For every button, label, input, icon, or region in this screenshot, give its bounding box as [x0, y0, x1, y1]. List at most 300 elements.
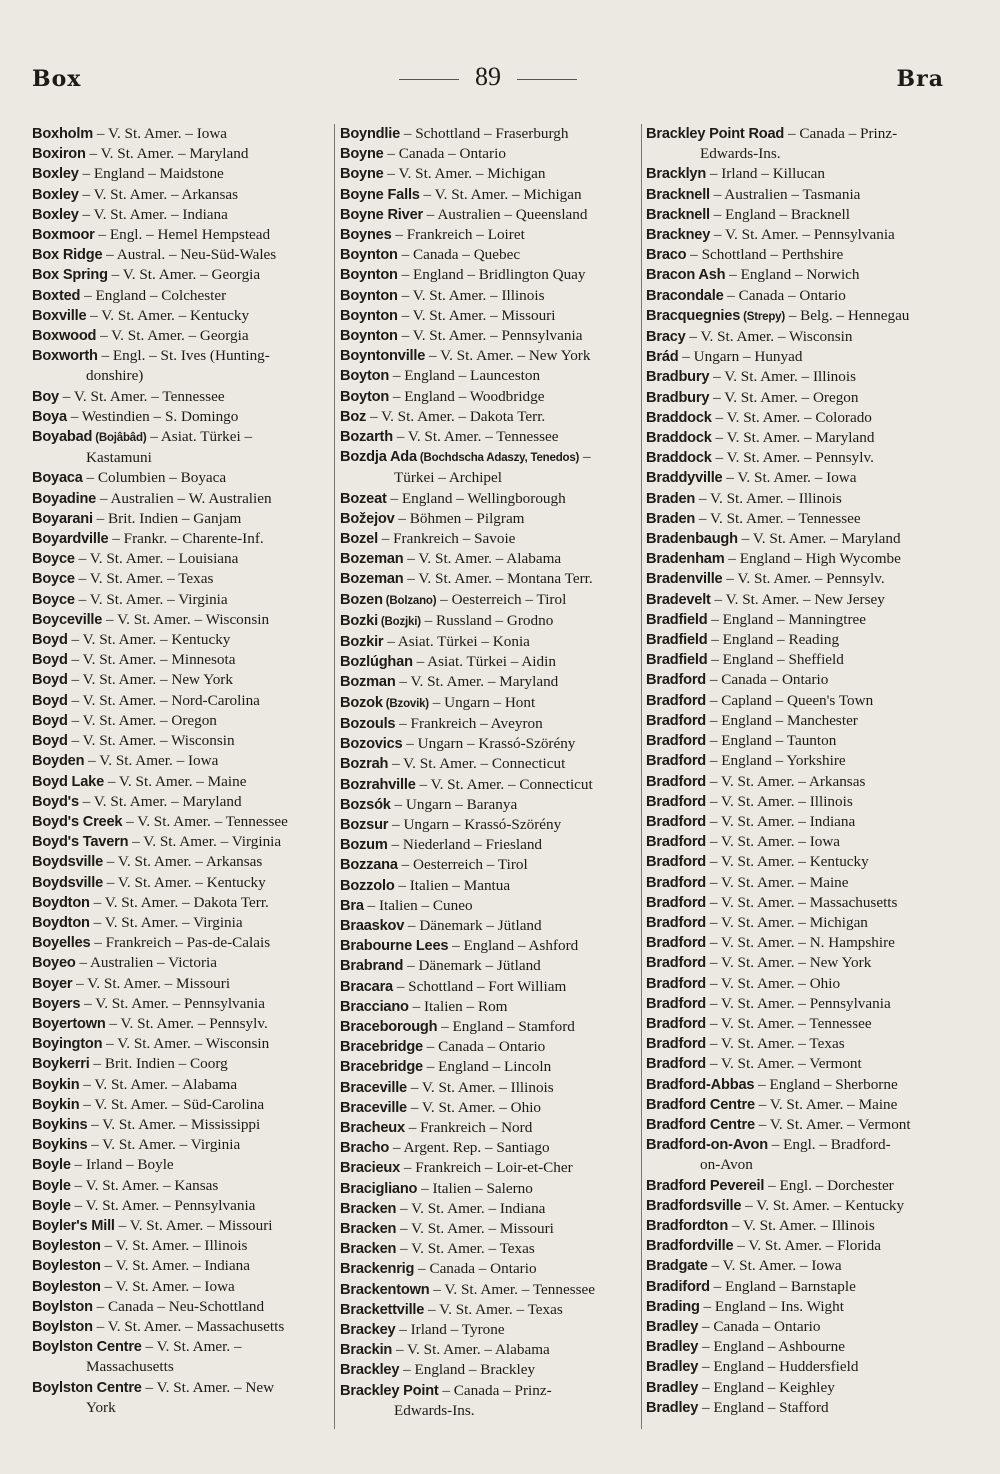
running-header: [32, 62, 944, 102]
entry-location: – Argent. Rep. – Santiago: [389, 1139, 550, 1157]
gazetteer-entry: [646, 1075, 946, 1095]
entry-location: – V. St. Amer. – Alabama: [403, 550, 562, 568]
entry-headword: Bozman: [340, 674, 396, 691]
entry-headword: Boyce: [32, 591, 75, 608]
entry-location: – V. St. Amer. – New York: [706, 954, 872, 972]
gazetteer-entry: [340, 346, 640, 366]
entry-location: – V. St. Amer. – Kentucky: [86, 306, 250, 324]
entry-location: – V. St. Amer. – Illinois: [397, 286, 545, 304]
gazetteer-entry: [340, 1017, 640, 1037]
gazetteer-entry: [32, 933, 332, 953]
entry-headword: Bradford: [646, 834, 707, 851]
entry-location: – Australien – Queensland: [422, 205, 588, 223]
gazetteer-entry: [646, 974, 946, 994]
gazetteer-entry: [32, 873, 332, 893]
entry-headword: Bradford: [646, 793, 707, 810]
entry-headword: Boyd: [32, 733, 68, 750]
entry-headword: Bozdja Ada: [340, 449, 417, 466]
entry-headword: Boyd: [32, 672, 68, 689]
entry-headword: Bracklyn: [646, 166, 707, 183]
entry-headword: Boyers: [32, 995, 81, 1012]
entry-headword: Bradford: [646, 712, 707, 729]
gazetteer-entry: [340, 754, 640, 774]
gazetteer-entry: [32, 427, 332, 468]
entry-location: – V. St. Amer. – Wisconsin: [102, 610, 270, 628]
entry-headword: Bracciano: [340, 998, 409, 1015]
gazetteer-entry: [646, 994, 946, 1014]
entry-location: – Frankreich – Aveyron: [395, 714, 543, 732]
entry-headword: Bradford-Abbas: [646, 1076, 755, 1093]
entry-location: – V. St. Amer. – Louisiana: [74, 550, 239, 568]
gazetteer-entry: [32, 549, 332, 569]
entry-alt-name: (Bolzano): [382, 594, 437, 607]
entry-headword: Bradiford: [646, 1278, 710, 1295]
entry-location: – V. St. Amer. – Arkansas: [78, 185, 239, 203]
gazetteer-entry: [32, 832, 332, 852]
entry-location: – V. St. Amer. – Kansas: [70, 1176, 219, 1194]
entry-location: – Canada – Quebec: [397, 246, 521, 264]
gazetteer-entry: [340, 1057, 640, 1077]
entry-headword: Bracebridge: [340, 1039, 423, 1056]
entry-location: – V. St. Amer. – Iowa: [100, 1277, 235, 1295]
gazetteer-entry: [340, 1219, 640, 1239]
entry-location: – Schottland – Perthshire: [686, 246, 844, 264]
entry-location: – England – Barnstaple: [709, 1277, 856, 1295]
entry-location: – England – Taunton: [706, 732, 837, 750]
entry-headword: Bracknell: [646, 206, 710, 223]
entry-location: – V. St. Amer. – Vermont: [754, 1115, 911, 1133]
entry-location: – Canada – Prinz-: [438, 1381, 552, 1399]
entry-headword: Boynton: [340, 328, 398, 345]
entry-headword: Boxley: [32, 206, 79, 223]
gazetteer-entry: [340, 916, 640, 936]
entry-location: – Frankreich – Pas-de-Calais: [90, 934, 271, 952]
gazetteer-entry: [646, 185, 946, 205]
gazetteer-entry: [32, 711, 332, 731]
gazetteer-entry: [340, 977, 640, 997]
gazetteer-entry: [32, 953, 332, 973]
gazetteer-entry: [646, 852, 946, 872]
entry-location: – Niederland – Friesland: [387, 836, 543, 854]
entry-location: – V. St. Amer. – Indiana: [78, 205, 228, 223]
gazetteer-entry: [646, 873, 946, 893]
entry-headword: Boyd Lake: [32, 773, 105, 790]
entry-headword: Bozki: [340, 612, 378, 629]
entry-location: – V. St. Amer. – Kentucky: [741, 1196, 905, 1214]
entry-location: – England – Lincoln: [422, 1058, 552, 1076]
entry-location: – V. St. Amer. – Maryland: [737, 530, 901, 548]
entry-headword: Bozeman: [340, 571, 404, 588]
entry-headword: Boynton: [340, 307, 398, 324]
entry-location: – V. St. Amer. – Pennsylv.: [105, 1014, 268, 1032]
gazetteer-entry: [340, 1300, 640, 1320]
entry-location: – Schottland – Fort William: [392, 977, 567, 995]
gazetteer-entry: [646, 893, 946, 913]
gazetteer-entry: [340, 1078, 640, 1098]
entry-headword: Brackney: [646, 227, 711, 244]
entry-location: – Italien – Rom: [408, 997, 508, 1015]
entry-headword: Brabourne Lees: [340, 938, 449, 955]
gazetteer-entry: [340, 956, 640, 976]
entry-headword: Boyd: [32, 632, 68, 649]
entry-location: – Brit. Indien – Ganjam: [92, 509, 242, 527]
entry-location: – V. St. Amer. – Mississippi: [87, 1115, 261, 1133]
entry-headword: Boyd's Creek: [32, 813, 123, 830]
entry-location: – V. St. Amer. – Arkansas: [706, 772, 866, 790]
entry-headword: Boyler's Mill: [32, 1217, 115, 1234]
gazetteer-entry: [340, 611, 640, 632]
entry-location-continued: Edwards-Ins.: [394, 1401, 475, 1419]
gazetteer-entry: [340, 1239, 640, 1259]
entry-headword: Bradford: [646, 975, 707, 992]
entry-headword: Boylston Centre: [32, 1379, 142, 1396]
gazetteer-entry: [646, 306, 946, 327]
entry-headword: Brackley Point: [340, 1382, 439, 1399]
entry-location: – V. St. Amer. – Iowa: [706, 833, 841, 851]
entry-location: – England – Brackley: [399, 1361, 536, 1379]
entry-headword: Bra: [340, 897, 364, 914]
entry-alt-name: (Bzovik): [382, 697, 429, 710]
gazetteer-entry: [340, 795, 640, 815]
entry-headword: Bradfield: [646, 611, 708, 628]
entry-location: – V. St. Amer. – Pennsylv.: [722, 570, 885, 588]
entry-headword: Bracon Ash: [646, 267, 726, 284]
entry-headword: Boydsville: [32, 874, 103, 891]
entry-headword: Bradford Centre: [646, 1096, 755, 1113]
entry-headword: Boynton: [340, 267, 398, 284]
entry-headword: Boyd's: [32, 793, 79, 810]
entry-location: – Ungarn – Krassó-Szörény: [402, 735, 576, 753]
entry-location: – England – Manningtree: [707, 610, 867, 628]
entry-headword: Braaskov: [340, 917, 405, 934]
gazetteer-entry: [646, 812, 946, 832]
gazetteer-entry: [340, 896, 640, 916]
entry-location: – V. St. Amer. – Michigan: [706, 913, 868, 931]
entry-headword: Bozouls: [340, 715, 396, 732]
gazetteer-entry: [32, 630, 332, 650]
entry-location: – V. St. Amer. – Illinois: [706, 792, 853, 810]
gazetteer-entry: [32, 265, 332, 285]
entry-headword: Boylston Centre: [32, 1339, 142, 1356]
column-divider: [334, 124, 335, 1429]
entry-headword: Bozsur: [340, 816, 389, 833]
gazetteer-entry: [646, 913, 946, 933]
gazetteer-entry: [32, 590, 332, 610]
entry-location: – Dänemark – Jütland: [404, 916, 542, 934]
gazetteer-entry: [32, 529, 332, 549]
gazetteer-entry: [646, 953, 946, 973]
entry-location: – V. St. Amer. – Iowa: [722, 469, 857, 487]
page-number: 89: [475, 62, 501, 91]
gazetteer-entry: [646, 1135, 946, 1175]
entry-location: – Ungarn – Hont: [428, 693, 536, 711]
gazetteer-entry: [32, 812, 332, 832]
entry-location-continued: York: [86, 1398, 116, 1416]
column-3: [646, 124, 946, 1418]
entry-location: – Frankreich – Nord: [404, 1118, 533, 1136]
gazetteer-entry: [340, 1118, 640, 1138]
entry-location: – V. St. Amer. – Dakota Terr.: [89, 893, 269, 911]
entry-headword: Boyle: [32, 1197, 71, 1214]
gazetteer-entry: [32, 670, 332, 690]
gazetteer-entry: [340, 1320, 640, 1340]
entry-headword: Boy: [32, 388, 59, 405]
gazetteer-entry: [32, 1054, 332, 1074]
entry-headword: Bozel: [340, 531, 378, 548]
entry-headword: Boynton: [340, 287, 398, 304]
entry-location: – V. St. Amer. – Indiana: [396, 1199, 546, 1217]
entry-headword: Bradford: [646, 914, 707, 931]
gazetteer-entry: [32, 1236, 332, 1256]
entry-headword: Bozsók: [340, 796, 391, 813]
entry-location: – V. St. Amer. – Michigan: [383, 165, 546, 183]
entry-headword: Bradfordton: [646, 1217, 729, 1234]
entry-alt-name: (Bozjki): [377, 615, 421, 628]
gazetteer-entry: [646, 1378, 946, 1398]
entry-headword: Bradford: [646, 1056, 707, 1073]
gazetteer-entry: [340, 1340, 640, 1360]
entry-location: – Oesterreich – Tirol: [397, 856, 528, 874]
entry-location: – V. St. Amer. – Indiana: [706, 812, 856, 830]
entry-headword: Bozzana: [340, 857, 398, 874]
entry-headword: Boz: [340, 408, 367, 425]
entry-location: – England – Bridlington Quay: [397, 266, 586, 284]
gazetteer-entry: [646, 1216, 946, 1236]
gazetteer-entry: [340, 855, 640, 875]
entry-headword: Bracquegnies: [646, 307, 741, 324]
entry-headword: Bradfield: [646, 652, 708, 669]
entry-location: – England – Colchester: [80, 286, 227, 304]
gazetteer-entry: [646, 1034, 946, 1054]
entry-location: – V. St. Amer. – Maryland: [711, 429, 875, 447]
entry-headword: Boxmoor: [32, 227, 95, 244]
entry-headword: Boyne River: [340, 206, 423, 223]
entry-headword: Bradenville: [646, 571, 723, 588]
gazetteer-entry: [340, 489, 640, 509]
entry-location: – V. St. Amer. – Texas: [424, 1300, 563, 1318]
entry-headword: Boxley: [32, 186, 79, 203]
entry-location: – England – Stafford: [698, 1398, 829, 1416]
entry-location: – England – Bracknell: [709, 205, 850, 223]
gazetteer-entry: [32, 1216, 332, 1236]
entry-headword: Boyaca: [32, 470, 83, 487]
gazetteer-entry: [646, 933, 946, 953]
gazetteer-entry: [32, 144, 332, 164]
entry-location: – V. St. Amer. – Illinois: [728, 1216, 875, 1234]
entry-location: – V. St. Amer. – Illinois: [100, 1237, 248, 1255]
entry-location: – Columbien – Boyaca: [82, 469, 227, 487]
entry-location-continued: Kastamuni: [86, 449, 152, 467]
gazetteer-entry: [340, 205, 640, 225]
entry-headword: Bracigliano: [340, 1180, 418, 1197]
gazetteer-entry: [340, 734, 640, 754]
entry-headword: Bradford Centre: [646, 1116, 755, 1133]
entry-headword: Brackey: [340, 1321, 396, 1338]
entry-headword: Boxiron: [32, 146, 86, 163]
entry-location: – Canada – Prinz-: [784, 125, 898, 142]
entry-headword: Boykin: [32, 1096, 80, 1113]
gazetteer-entry: [340, 936, 640, 956]
entry-location: – Asiat. Türkei –: [146, 428, 253, 446]
gazetteer-entry: [32, 1277, 332, 1297]
entry-headword: Bradford: [646, 733, 707, 750]
entry-location-continued: Türkei – Archipel: [394, 469, 502, 487]
entry-location: – Canada – Ontario: [706, 671, 829, 689]
gazetteer-entry: [340, 1360, 640, 1380]
entry-location: – England – High Wycombe: [724, 550, 901, 568]
entry-location: – Canada – Ontario: [422, 1038, 546, 1056]
entry-location: – Engl. – St. Ives (Hunting-: [97, 347, 270, 365]
entry-location: – V. St. Amer. – Florida: [733, 1237, 881, 1255]
entry-headword: Boyleston: [32, 1258, 101, 1275]
entry-headword: Bradley: [646, 1379, 699, 1396]
entry-headword: Boyne Falls: [340, 186, 420, 203]
entry-location: – V. St. Amer. – Massachusetts: [92, 1317, 285, 1335]
gazetteer-entry: [32, 1337, 332, 1377]
entry-headword: Bracy: [646, 329, 686, 346]
entry-headword: Brackenrig: [340, 1261, 415, 1278]
gazetteer-entry: [340, 815, 640, 835]
gazetteer-entry: [32, 164, 332, 184]
entry-location: – V. St. Amer. – Montana Terr.: [403, 570, 593, 588]
entry-headword: Bradford: [646, 753, 707, 770]
entry-headword: Boykin: [32, 1076, 80, 1093]
entry-headword: Bozkir: [340, 634, 384, 651]
entry-headword: Bozlúghan: [340, 654, 413, 671]
gazetteer-entry: [340, 569, 640, 589]
entry-location: – Canada – Ontario: [414, 1260, 537, 1278]
entry-headword: Bradford: [646, 1036, 707, 1053]
entry-location: – V. St. Amer. – Dakota Terr.: [366, 407, 546, 425]
gazetteer-entry: [340, 1179, 640, 1199]
entry-headword: Boyleston: [32, 1278, 101, 1295]
entry-location: – V. St. Amer. – Pennsylv.: [711, 449, 874, 467]
gazetteer-entry: [646, 1398, 946, 1418]
entry-location: – England – Stamford: [437, 1017, 575, 1035]
entry-location: – V. St. Amer. – Maine: [104, 772, 247, 790]
gazetteer-entry: [32, 509, 332, 529]
entry-location-continued: on-Avon: [700, 1156, 753, 1174]
entry-location: – V. St. Amer. – Georgia: [96, 327, 249, 345]
entry-headword: Boyardville: [32, 531, 109, 548]
entry-headword: Boynton: [340, 247, 398, 264]
entry-location: – Frankreich – Loiret: [391, 226, 525, 244]
gazetteer-entry: [646, 1115, 946, 1135]
gazetteer-entry: [646, 489, 946, 509]
gazetteer-entry: [340, 164, 640, 184]
entry-location: – V. St. Amer. – Iowa: [707, 1257, 842, 1275]
entry-headword: Boyadine: [32, 490, 97, 507]
entry-location: – Frankreich – Savoie: [377, 530, 516, 548]
entry-location: – V. St. Amer. – Alabama: [392, 1341, 550, 1359]
gazetteer-entry: [340, 652, 640, 672]
entry-location: – England – Sheffield: [707, 651, 844, 669]
entry-location: – England – Wellingborough: [386, 489, 566, 507]
entry-location: – V. St. Amer. – Tennessee: [706, 1014, 872, 1032]
entry-headword: Boylston: [32, 1318, 93, 1335]
entry-headword: Braceborough: [340, 1018, 438, 1035]
entry-location: – V. St. Amer. – Colorado: [711, 408, 872, 426]
entry-location: – Austral. – Neu-Süd-Wales: [102, 246, 277, 264]
entry-location: – England – Huddersfield: [698, 1358, 859, 1376]
entry-location: – Ungarn – Baranya: [390, 795, 518, 813]
entry-headword: Bracondale: [646, 287, 724, 304]
entry-headword: Boxley: [32, 166, 79, 183]
page-number-block: [32, 62, 944, 92]
gazetteer-entry: [32, 1155, 332, 1175]
gazetteer-entry: [340, 632, 640, 652]
gazetteer-entry: [340, 306, 640, 326]
entry-headword: Bozen: [340, 591, 383, 608]
entry-location: – Italien – Mantua: [394, 876, 511, 894]
entry-location-continued: donshire): [86, 367, 144, 385]
gazetteer-entry: [32, 326, 332, 346]
entry-location: – Böhmen – Pilgram: [394, 509, 525, 527]
entry-alt-name: (Bochdscha Adaszy, Tenedos): [416, 452, 580, 465]
entry-headword: Boyne: [340, 166, 384, 183]
entry-location: – V. St. Amer. – Texas: [74, 570, 214, 588]
gazetteer-entry: [32, 286, 332, 306]
entry-headword: Boynes: [340, 227, 392, 244]
entry-location: – V. St. Amer. – Virginia: [74, 590, 228, 608]
gazetteer-entry: [646, 205, 946, 225]
entry-location: – V. St. Amer. – Illinois: [695, 489, 842, 507]
column-divider: [641, 124, 642, 1429]
entry-location: – V. St. Amer. – Wisconsin: [102, 1035, 270, 1053]
entry-location: – Australien – Victoria: [75, 954, 217, 972]
entry-headword: Boyden: [32, 753, 85, 770]
entry-headword: Boyer: [32, 975, 73, 992]
entry-headword: Box Spring: [32, 267, 108, 284]
entry-location: – England – Ins. Wight: [699, 1297, 844, 1315]
gazetteer-entry: [646, 529, 946, 549]
gazetteer-entry: [340, 509, 640, 529]
gazetteer-entry: [646, 245, 946, 265]
entry-location: – V. St. Amer. – Georgia: [107, 266, 261, 284]
gazetteer-entry: [32, 1176, 332, 1196]
gazetteer-entry: [340, 124, 640, 144]
entry-location: – V. St. Amer. – Wisconsin: [67, 732, 235, 750]
entry-location: – Australien – Tasmania: [709, 185, 861, 203]
entry-location: – England – Ashford: [448, 937, 579, 955]
entry-headword: Boyd: [32, 712, 68, 729]
gazetteer-entry: [340, 366, 640, 386]
entry-headword: Braceville: [340, 1099, 407, 1116]
gazetteer-entry: [340, 835, 640, 855]
gazetteer-entry: [340, 672, 640, 692]
entry-headword: Bradfield: [646, 632, 708, 649]
entry-location: – Engl. – Dorchester: [764, 1176, 894, 1194]
entry-headword: Bradford: [646, 813, 707, 830]
entry-location: – V. St. Amer. – Pennsylvania: [70, 1196, 256, 1214]
entry-location: – V. St. Amer. – Illinois: [709, 368, 856, 386]
entry-location: – V. St. Amer. – Maryland: [78, 792, 242, 810]
entry-location: – V. St. Amer. – Ohio: [406, 1098, 542, 1116]
entry-headword: Bradley: [646, 1359, 699, 1376]
entry-headword: Brading: [646, 1298, 700, 1315]
entry-headword: Brackettville: [340, 1301, 425, 1318]
entry-location: – England – Sherborne: [754, 1075, 898, 1093]
entry-headword: Boydton: [32, 894, 90, 911]
entry-headword: Brád: [646, 349, 679, 366]
entry-location: – Italien – Cuneo: [363, 896, 473, 914]
gazetteer-entry: [32, 1297, 332, 1317]
entry-location: – V. St. Amer. – New Jersey: [710, 590, 885, 608]
gazetteer-entry: [646, 164, 946, 184]
entry-location: – V. St. Amer. – Ohio: [706, 974, 841, 992]
entry-headword: Bradfordsville: [646, 1197, 742, 1214]
entry-headword: Bradford-on-Avon: [646, 1137, 768, 1154]
